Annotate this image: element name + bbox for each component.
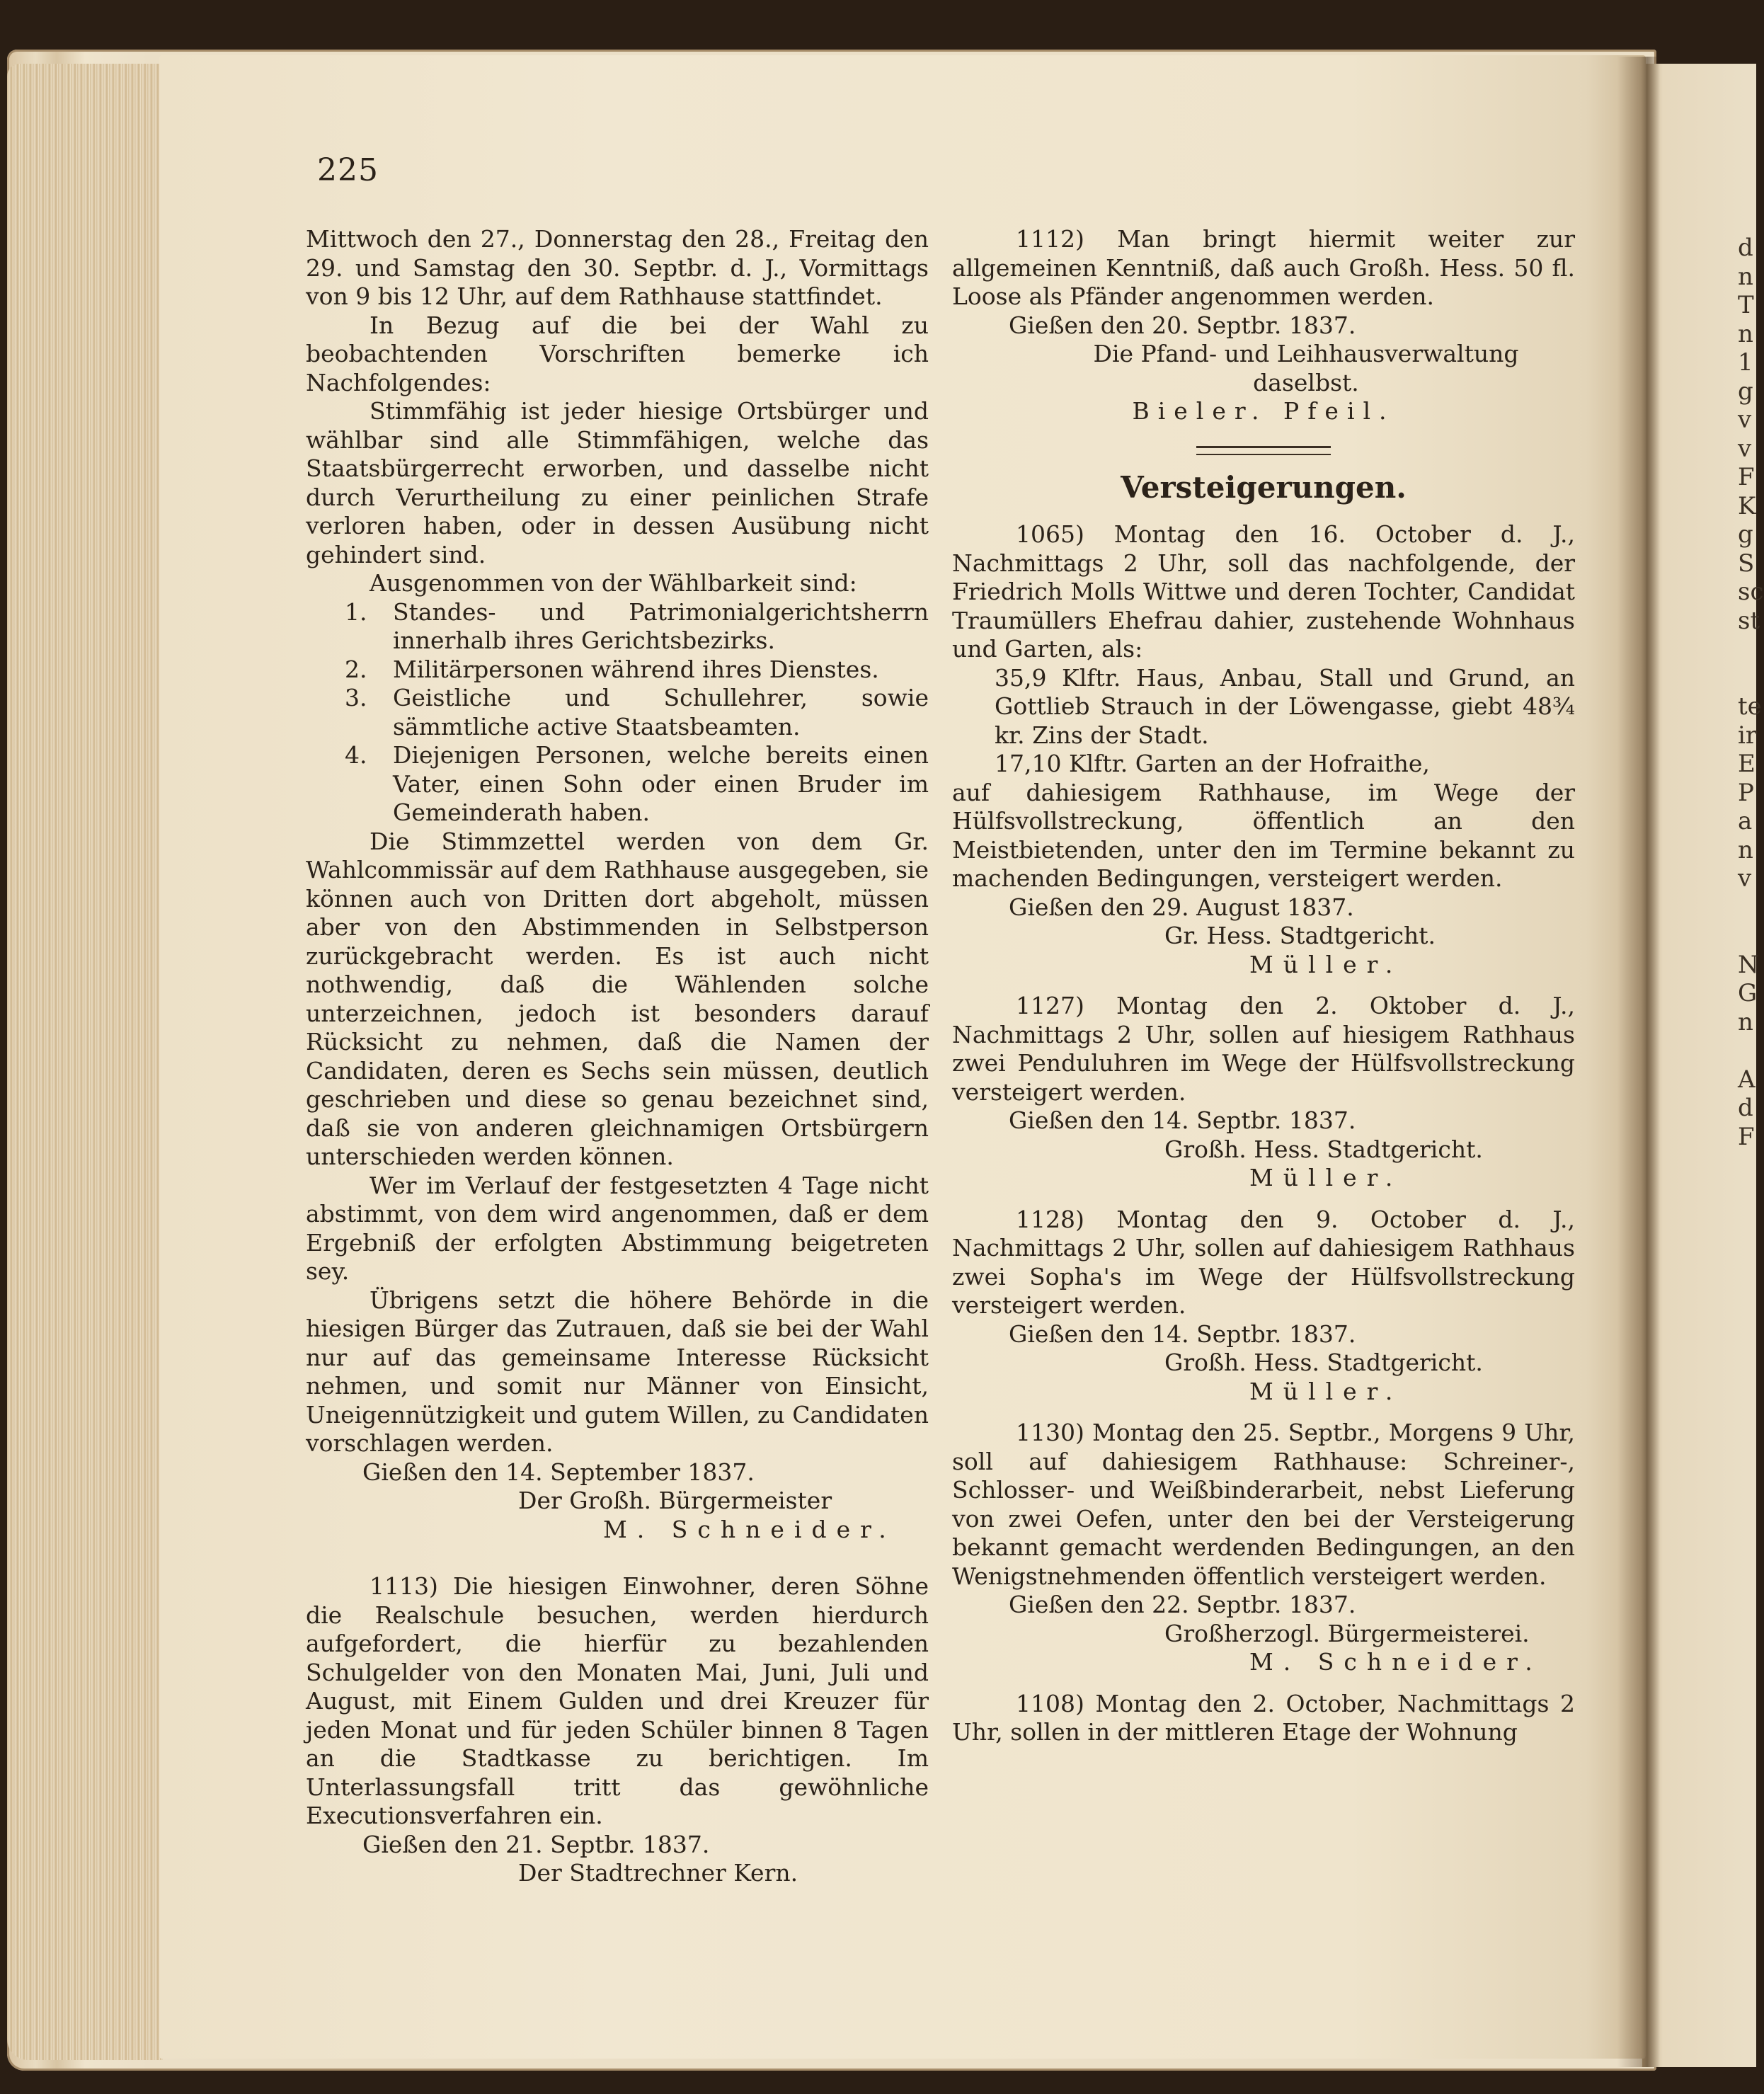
notice-1127: 1127) Montag den 2. Oktober d. J., Nachmittags 2 Uhr, sollen auf hiesigem Rathhaus zwei Penduluhren im Wege der Hülfsvollstreckung versteigert werden.	[952, 992, 1575, 1106]
date-line: Gießen den 20. Septbr. 1837.	[1009, 311, 1356, 339]
signature-title: Der Großh. Bürgermeister	[518, 1487, 832, 1514]
list-text: Diejenigen Personen, welche bereits einen Vater, einen Sohn oder einen Bruder im Gemeinderath haben.	[393, 741, 929, 826]
book-gutter-shadow	[1617, 57, 1660, 2067]
notice-1113: 1113) Die hiesigen Einwohner, deren Söhne die Realschule besuchen, werden hierdurch aufgefordert, die hierfür zu bezahlenden Schulgelder von den Monaten Mai, Juni, Juli und August, mit Einem Gulden und drei Kreuzer für jeden Monat und für jeden Schüler binnen 8 Tagen an die Stadtkasse zu berichtigen. Im Unterlassungsfall tritt das gewöhnliche Executionsverfahren ein.	[306, 1572, 929, 1829]
signature-title: Die Pfand- und Leihhausverwaltung daselbst.	[1093, 340, 1519, 396]
signature-line: Der Stadtrechner Kern.	[518, 1859, 798, 1887]
list-text: Geistliche und Schullehrer, sowie sämmtliche active Staatsbeamten.	[393, 684, 929, 740]
left-column	[306, 225, 929, 1888]
signature-name: Müller.	[1249, 950, 1403, 978]
date-line: Gießen den 14. September 1837.	[362, 1458, 755, 1486]
date-line: Gießen den 14. Septbr. 1837.	[1009, 1106, 1356, 1134]
list-number: 3.	[345, 684, 367, 711]
ballot-paragraph: Die Stimmzettel werden von dem Gr. Wahlcommissär auf dem Rathhause ausgegeben, sie können auch von Dritten dort abgeholt, müssen aber von den Abstimmenden in Selbstperson zurückgebracht werden. Es ist auch nicht nothwendig, daß die Wählenden solche unterzeichnen, jedoch ist besonders darauf Rücksicht zu nehmen, daß die Namen der Candidaten, deren es Sechs sein müssen, deutlich geschrieben und diese so genau bezeichnet sind, daß sie von anderen gleichnamigen Ortsbürgern unterschieden werden können.	[306, 827, 929, 1170]
notice-1112: 1112) Man bringt hiermit weiter zur allgemeinen Kenntniß, daß auch Großh. Hess. 50 fl. Loose als Pfänder angenommen werden.	[952, 225, 1575, 310]
notice-1065-continuation: auf dahiesigem Rathhause, im Wege der Hülfsvollstreckung, öffentlich an den Meistbietenden, unter den im Termine bekannt zu machenden Bedingungen, versteigert werden.	[952, 778, 1575, 892]
regulations-intro: In Bezug auf die bei der Wahl zu beobachtenden Vorschriften bemerke ich Nachfolgendes:	[306, 311, 929, 396]
page-number: 225	[317, 152, 379, 188]
page-edges	[7, 64, 163, 2060]
notice-1108: 1108) Montag den 2. October, Nachmittags 2 Uhr, sollen in der mittleren Etage der Wohnung	[952, 1689, 1575, 1746]
notice-1130: 1130) Montag den 25. Septbr., Morgens 9 Uhr, soll auf dahiesigem Rathhause: Schreiner-, Schlosser- und Weißbinderarbeit, nebst Lieferung von zwei Oefen, unter den bei der Versteigerung bekannt gemacht werdenden Bedingungen, an den Wenigstnehmenden öffentlich versteigert werden.	[952, 1419, 1575, 1590]
list-text: Militärpersonen während ihres Dienstes.	[393, 655, 879, 683]
trust-paragraph: Übrigens setzt die höhere Behörde in die hiesigen Bürger das Zutrauen, daß sie bei der Wahl nur auf das gemeinsame Interesse Rücksicht nehmen, und somit nur Männer von Einsicht, Uneigennützigkeit und gutem Willen, zu Candidaten vorschlagen werden.	[306, 1286, 929, 1457]
notice-1065: 1065) Montag den 16. October d. J., Nachmittags 2 Uhr, soll das nachfolgende, der Friedrich Molls Wittwe und deren Tochter, Candidat Traumüllers Ehefrau dahier, zustehende Wohnhaus und Garten, als:	[952, 520, 1575, 663]
signature-name: Müller.	[1249, 1377, 1403, 1405]
signature-names: Bieler. Pfeil.	[1132, 397, 1395, 425]
signature-title: Großh. Hess. Stadtgericht.	[1164, 1135, 1483, 1163]
right-column	[952, 225, 1575, 1747]
notice-1128: 1128) Montag den 9. October d. J., Nachmittags 2 Uhr, sollen auf dahiesigem Rathhaus zwei Sopha's im Wege der Hülfsvollstreckung versteigert werden.	[952, 1205, 1575, 1319]
signature-name: Müller.	[1249, 1164, 1403, 1191]
list-number: 4.	[345, 741, 367, 769]
section-divider	[1196, 446, 1331, 455]
election-dates-paragraph: Mittwoch den 27., Donnerstag den 28., Freitag den 29. und Samstag den 30. Septbr. d. J., Vormittags von 9 bis 12 Uhr, auf dem Rathhause stattfindet.	[306, 225, 929, 310]
eligibility-paragraph: Stimmfähig ist jeder hiesige Ortsbürger und wählbar sind alle Stimmfähigen, welche das Staatsbürgerrecht erworben, und dasselbe nicht durch Verurtheilung zu einer peinlichen Strafe verloren haben, oder in dessen Ausübung nicht gehindert sind.	[306, 397, 929, 568]
list-item	[306, 684, 929, 741]
signature-name: M. Schneider.	[603, 1515, 896, 1543]
list-item	[306, 741, 929, 828]
property-item: 17,10 Klftr. Garten an der Hofraithe,	[995, 750, 1430, 777]
date-line: Gießen den 14. Septbr. 1837.	[1009, 1320, 1356, 1348]
signature-title: Großh. Hess. Stadtgericht.	[1164, 1349, 1483, 1376]
abstention-paragraph: Wer im Verlauf der festgesetzten 4 Tage nicht abstimmt, von dem wird angenommen, daß er dem Ergebniß der erfolgten Abstimmung beigetreten sey.	[306, 1171, 929, 1285]
list-number: 2.	[345, 655, 367, 683]
facing-page-text-fragment: d n T n 1 g v v F K g S sc st te ir E P a n v N G n A d F	[1738, 234, 1764, 1151]
signature-title: Großherzogl. Bürgermeisterei.	[1164, 1619, 1530, 1647]
list-item	[306, 598, 929, 656]
section-title: Versteigerungen.	[1121, 469, 1407, 505]
date-line: Gießen den 22. Septbr. 1837.	[1009, 1591, 1356, 1618]
date-line: Gießen den 29. August 1837.	[1009, 893, 1354, 921]
exclusions-heading: Ausgenommen von der Wählbarkeit sind:	[370, 569, 857, 597]
signature-title: Gr. Hess. Stadtgericht.	[1164, 922, 1436, 949]
list-text: Standes- und Patrimonialgerichtsherrn innerhalb ihres Gerichtsbezirks.	[393, 597, 929, 654]
list-number: 1.	[345, 597, 367, 626]
property-item: 35,9 Klftr. Haus, Anbau, Stall und Grund, an Gottlieb Strauch in der Löwengasse, giebt 48¾ kr. Zins der Stadt.	[995, 663, 1575, 749]
list-item	[306, 656, 929, 685]
signature-name: M. Schneider.	[1249, 1648, 1542, 1676]
date-line: Gießen den 21. Septbr. 1837.	[362, 1830, 710, 1858]
